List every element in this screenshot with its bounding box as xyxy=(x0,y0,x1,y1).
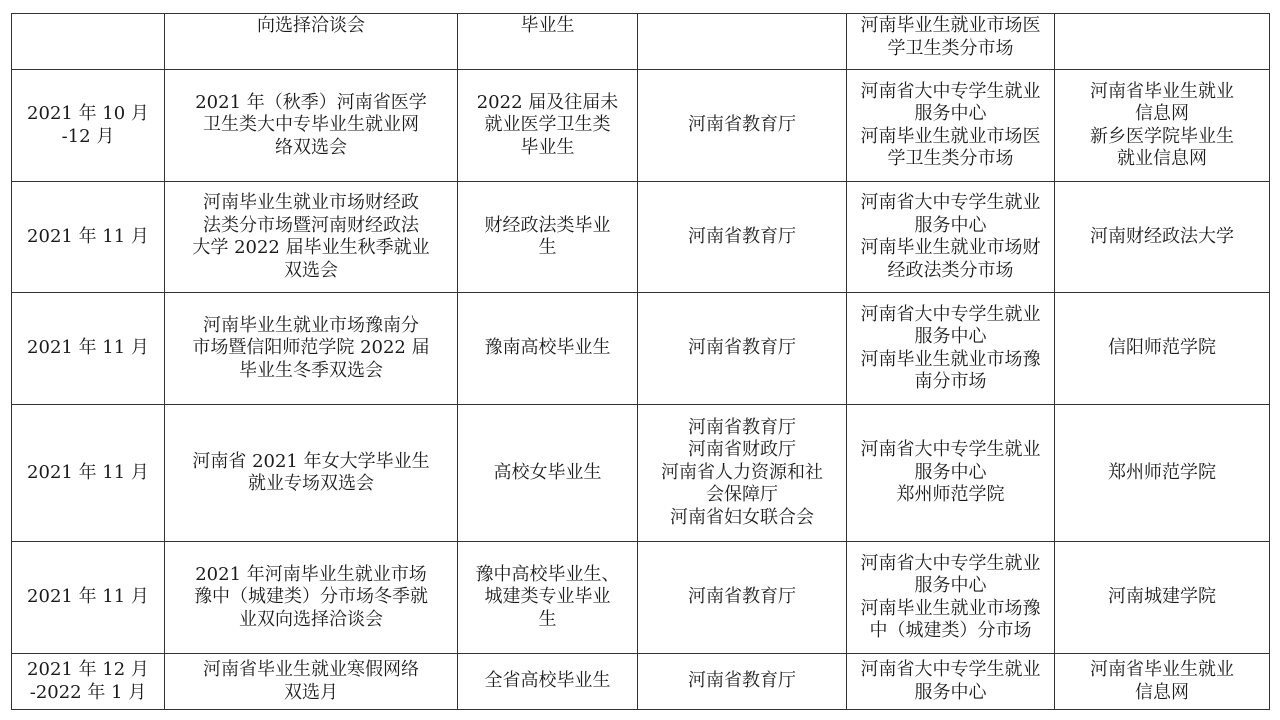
cell-organizer xyxy=(847,70,1055,182)
cell-line: 服务中心 xyxy=(914,214,987,236)
job-fair-schedule-table xyxy=(11,13,1270,710)
cell-time xyxy=(12,542,165,654)
cell-target xyxy=(458,293,638,405)
cell-line: 河南毕业生就业市场豫 xyxy=(860,597,1041,619)
cell-undertaker xyxy=(1055,542,1270,654)
cell-event-name xyxy=(165,293,458,405)
cell-line: 信息网 xyxy=(1135,681,1189,703)
cell-line: 河南毕业生就业市场医 xyxy=(860,15,1041,36)
cell-event-name xyxy=(165,14,458,70)
cell-line: 新乡医学院毕业生 xyxy=(1090,125,1234,147)
cell-line: 河南省教育厅 xyxy=(688,337,796,359)
cell-line: 2021 年 10 月 xyxy=(27,103,149,124)
cell-line: 豫中（城建类）分市场冬季就 xyxy=(194,586,428,608)
cell-organizer xyxy=(847,293,1055,405)
table-row xyxy=(12,14,1270,70)
cell-line: 河南省教育厅 xyxy=(688,586,796,608)
cell-line: 河南省毕业生就业寒假网络 xyxy=(203,659,419,680)
cell-line: 会保障厅 xyxy=(706,484,778,506)
cell-line: 学卫生类分市场 xyxy=(887,148,1014,169)
cell-line: 服务中心 xyxy=(914,681,987,703)
cell-event-name xyxy=(165,542,458,654)
cell-event-name xyxy=(165,654,458,710)
cell-line: 河南省大中专学生就业 xyxy=(860,439,1041,461)
cell-line: 河南省财政厅 xyxy=(688,439,796,461)
cell-event-name xyxy=(165,182,458,293)
cell-line: 河南省大中专学生就业 xyxy=(860,192,1041,213)
table-row xyxy=(12,542,1270,654)
cell-undertaker xyxy=(1055,14,1270,70)
cell-organizer xyxy=(847,405,1055,542)
cell-line: 河南省大中专学生就业 xyxy=(860,552,1041,574)
cell-line: 毕业生 xyxy=(520,15,575,36)
cell-line: 2022 届及往届未 xyxy=(476,91,619,113)
cell-organizer xyxy=(847,542,1055,654)
cell-time xyxy=(12,70,165,182)
cell-line: 服务中心 xyxy=(914,103,987,124)
cell-line: 就业信息网 xyxy=(1117,148,1207,169)
cell-line: -12 月 xyxy=(61,125,115,147)
cell-line: 河南省教育厅 xyxy=(688,670,796,692)
cell-undertaker xyxy=(1055,182,1270,293)
cell-line: 河南省妇女联合会 xyxy=(670,506,814,528)
cell-organizer xyxy=(847,654,1055,710)
cell-line: 生 xyxy=(538,608,557,630)
cell-time xyxy=(12,182,165,293)
cell-line: 郑州师范学院 xyxy=(896,484,1005,506)
cell-line: 经政法类分市场 xyxy=(887,259,1014,281)
cell-undertaker xyxy=(1055,293,1270,405)
cell-host xyxy=(638,405,847,542)
cell-line: 全省高校毕业生 xyxy=(484,670,611,692)
cell-line: 河南省教育厅 xyxy=(688,416,796,438)
cell-line: 就业专场双选会 xyxy=(248,473,374,494)
cell-undertaker xyxy=(1055,405,1270,542)
cell-line: 河南省毕业生就业 xyxy=(1090,659,1234,680)
cell-line: 2021 年 11 月 xyxy=(27,461,149,483)
cell-line: 河南财经政法大学 xyxy=(1090,225,1234,247)
cell-line: 络双选会 xyxy=(275,136,347,158)
cell-target xyxy=(458,654,638,710)
cell-host xyxy=(638,70,847,182)
cell-time xyxy=(12,293,165,405)
cell-line: 河南省 2021 年女大学毕业生 xyxy=(192,450,430,472)
cell-line: 2021 年 11 月 xyxy=(27,586,149,608)
table-row xyxy=(12,182,1270,293)
cell-line: 毕业生 xyxy=(520,136,575,158)
cell-line: 就业医学卫生类 xyxy=(484,114,611,136)
cell-time xyxy=(12,14,165,70)
cell-line: 郑州师范学院 xyxy=(1108,461,1216,483)
table-row xyxy=(12,293,1270,405)
cell-line: 高校女毕业生 xyxy=(493,461,602,483)
cell-line: 河南毕业生就业市场财经政 xyxy=(203,192,419,213)
cell-line: 2021 年 12 月 xyxy=(27,659,149,680)
cell-line: 卫生类大中专毕业生就业网 xyxy=(203,114,419,136)
cell-target xyxy=(458,70,638,182)
cell-host xyxy=(638,293,847,405)
cell-time xyxy=(12,405,165,542)
cell-target xyxy=(458,542,638,654)
cell-line: 服务中心 xyxy=(914,575,987,596)
cell-organizer xyxy=(847,14,1055,70)
cell-line: 河南毕业生就业市场豫南分 xyxy=(203,314,419,336)
cell-target xyxy=(458,182,638,293)
cell-line: 河南省大中专学生就业 xyxy=(860,659,1041,680)
cell-line: 豫中高校毕业生、 xyxy=(475,563,620,585)
cell-event-name xyxy=(165,70,458,182)
cell-line: 大学 2022 届毕业生秋季就业 xyxy=(192,237,430,258)
table-body xyxy=(12,14,1270,710)
cell-line: 河南毕业生就业市场医 xyxy=(860,125,1041,147)
cell-line: 生 xyxy=(538,237,557,258)
cell-line: 服务中心 xyxy=(914,461,987,483)
cell-organizer xyxy=(847,182,1055,293)
cell-line: 毕业生冬季双选会 xyxy=(239,359,383,381)
cell-line: 河南省人力资源和社 xyxy=(661,461,823,483)
cell-line: 2021 年 11 月 xyxy=(27,337,149,359)
cell-line: 河南城建学院 xyxy=(1108,586,1216,608)
cell-line: 河南省教育厅 xyxy=(688,225,796,247)
cell-host xyxy=(638,14,847,70)
cell-line: 向选择洽谈会 xyxy=(257,15,365,36)
cell-target xyxy=(458,14,638,70)
cell-line: 2021 年（秋季）河南省医学 xyxy=(195,91,427,113)
cell-line: 信息网 xyxy=(1135,103,1189,124)
cell-line: 业双向选择洽谈会 xyxy=(239,608,383,630)
cell-line: 双选月 xyxy=(284,681,338,703)
cell-line: 河南省大中专学生就业 xyxy=(860,80,1041,102)
cell-line: 法类分市场暨河南财经政法 xyxy=(203,214,419,236)
cell-line: 市场暨信阳师范学院 2022 届 xyxy=(192,337,430,359)
cell-line: 河南省毕业生就业 xyxy=(1090,80,1234,102)
cell-line: 学卫生类分市场 xyxy=(887,37,1014,59)
cell-line: 财经政法类毕业 xyxy=(484,214,611,236)
cell-line: 2021 年河南毕业生就业市场 xyxy=(195,563,427,585)
cell-line: 南分市场 xyxy=(914,371,987,392)
cell-target xyxy=(458,405,638,542)
cell-line: 2021 年 11 月 xyxy=(27,225,149,247)
cell-line: 城建类专业毕业 xyxy=(484,586,611,608)
cell-undertaker xyxy=(1055,70,1270,182)
cell-time xyxy=(12,654,165,710)
cell-host xyxy=(638,182,847,293)
table-row xyxy=(12,405,1270,542)
cell-line: 信阳师范学院 xyxy=(1108,337,1216,359)
cell-line: -2022 年 1 月 xyxy=(29,681,147,703)
cell-event-name xyxy=(165,405,458,542)
cell-line: 河南毕业生就业市场财 xyxy=(860,237,1041,258)
table-row xyxy=(12,654,1270,710)
cell-line: 双选会 xyxy=(284,259,338,281)
cell-host xyxy=(638,542,847,654)
cell-line: 河南毕业生就业市场豫 xyxy=(860,348,1041,370)
cell-line: 服务中心 xyxy=(914,326,987,347)
cell-line: 河南省教育厅 xyxy=(688,114,796,136)
cell-host xyxy=(638,654,847,710)
cell-undertaker xyxy=(1055,654,1270,710)
cell-line: 豫南高校毕业生 xyxy=(484,337,611,359)
cell-line: 河南省大中专学生就业 xyxy=(860,303,1041,325)
table-row xyxy=(12,70,1270,182)
cell-line: 中（城建类）分市场 xyxy=(869,620,1032,641)
